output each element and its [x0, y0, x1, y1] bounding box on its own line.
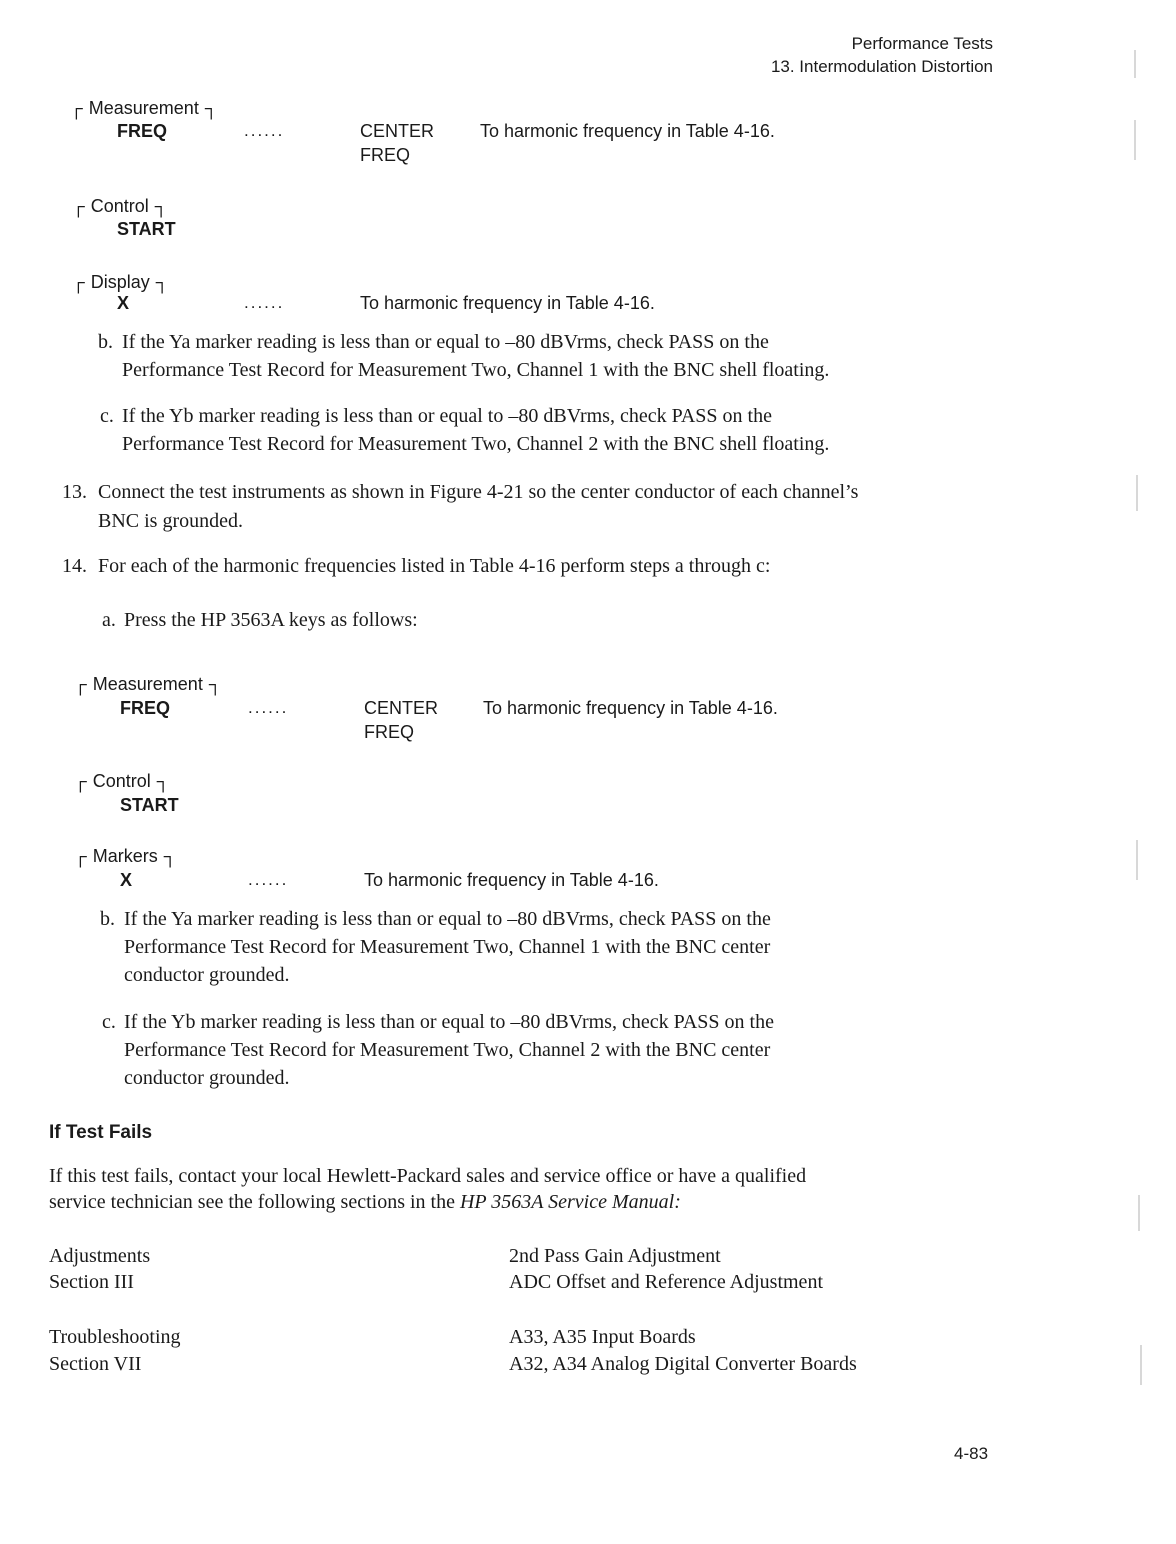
step-14-number: 14.	[62, 555, 87, 577]
section-ref-left-2b: Section VII	[49, 1353, 142, 1375]
leader-dots: ......	[248, 698, 289, 717]
step-12c-label: c.	[100, 405, 114, 427]
step-12b-line2: Performance Test Record for Measurement Two, Channel 1 with the BNC shell floating.	[122, 359, 830, 381]
step-14c-line3: conductor grounded.	[124, 1067, 290, 1089]
step-13-line2: BNC is grounded.	[98, 510, 243, 532]
leader-dots: ......	[248, 870, 289, 889]
page-number: 4-83	[954, 1444, 989, 1463]
section-ref-left-1b: Section III	[49, 1271, 134, 1293]
center-freq-softkey-line2: FREQ	[364, 722, 415, 742]
center-freq-softkey-line2: FREQ	[360, 145, 411, 165]
measurement-menu-label: ┌ Measurement ┐	[70, 98, 218, 119]
step-14b-line2: Performance Test Record for Measurement Two, Channel 1 with the BNC center	[124, 936, 771, 958]
display-menu-label: ┌ Display ┐	[72, 272, 169, 293]
step-12b-label: b.	[98, 331, 113, 353]
scan-edge-mark	[1134, 120, 1136, 160]
leader-dots: ......	[244, 121, 285, 140]
markers-menu-label: ┌ Markers ┐	[74, 846, 177, 867]
freq-key: FREQ	[120, 698, 171, 718]
fails-paragraph-line2: service technician see the following sections in the HP 3563A Service Manual:	[49, 1191, 681, 1213]
step-14c-line2: Performance Test Record for Measurement Two, Channel 2 with the BNC center	[124, 1039, 771, 1061]
running-header-title: Performance Tests	[851, 34, 993, 53]
control-menu-label: ┌ Control ┐	[72, 196, 168, 217]
step-14b-line3: conductor grounded.	[124, 964, 290, 986]
step-12c-line1: If the Yb marker reading is less than or equal to –80 dBVrms, check PASS on the	[122, 405, 772, 427]
section-ref-left-1a: Adjustments	[49, 1245, 151, 1267]
scan-edge-mark	[1136, 840, 1138, 880]
section-ref-right-1b: ADC Offset and Reference Adjustment	[509, 1271, 823, 1293]
step-14a-text: Press the HP 3563A keys as follows:	[124, 609, 418, 631]
manual-title: HP 3563A Service Manual:	[459, 1191, 681, 1213]
step-14c-label: c.	[102, 1011, 116, 1033]
section-ref-right-2a: A33, A35 Input Boards	[509, 1326, 696, 1348]
x-note: To harmonic frequency in Table 4-16.	[364, 870, 659, 890]
running-header-section: 13. Intermodulation Distortion	[770, 57, 993, 76]
scan-edge-mark	[1136, 475, 1138, 511]
freq-key: FREQ	[117, 121, 168, 141]
measurement-menu-label: ┌ Measurement ┐	[74, 674, 222, 695]
x-key: X	[120, 870, 133, 890]
step-13-number: 13.	[62, 481, 87, 503]
center-freq-softkey-line1: CENTER	[360, 121, 435, 141]
step-14-text: For each of the harmonic frequencies listed in Table 4-16 perform steps a through c:	[98, 555, 771, 577]
scan-edge-mark	[1140, 1345, 1142, 1385]
section-heading-if-test-fails: If Test Fails	[49, 1122, 153, 1143]
step-14a-label: a.	[102, 609, 116, 631]
section-ref-right-2b: A32, A34 Analog Digital Converter Boards	[509, 1353, 857, 1375]
step-13-line1: Connect the test instruments as shown in Figure 4-21 so the center conductor of each channel’s	[98, 481, 859, 503]
start-key: START	[117, 219, 176, 239]
step-12b-line1: If the Ya marker reading is less than or equal to –80 dBVrms, check PASS on the	[122, 331, 769, 353]
step-14b-label: b.	[100, 908, 115, 930]
section-ref-right-1a: 2nd Pass Gain Adjustment	[509, 1245, 721, 1267]
step-14c-line1: If the Yb marker reading is less than or equal to –80 dBVrms, check PASS on the	[124, 1011, 774, 1033]
fails-paragraph-line1: If this test fails, contact your local Hewlett-Packard sales and service office or have a qualified	[49, 1165, 807, 1187]
step-14b-line1: If the Ya marker reading is less than or equal to –80 dBVrms, check PASS on the	[124, 908, 771, 930]
center-freq-note: To harmonic frequency in Table 4-16.	[480, 121, 775, 141]
step-12c-line2: Performance Test Record for Measurement Two, Channel 2 with the BNC shell floating.	[122, 433, 830, 455]
x-key: X	[117, 293, 130, 313]
center-freq-note: To harmonic frequency in Table 4-16.	[483, 698, 778, 718]
control-menu-label: ┌ Control ┐	[74, 771, 170, 792]
section-ref-left-2a: Troubleshooting	[49, 1326, 181, 1348]
start-key: START	[120, 795, 179, 815]
leader-dots: ......	[244, 293, 285, 312]
x-note: To harmonic frequency in Table 4-16.	[360, 293, 655, 313]
scan-edge-mark	[1134, 50, 1136, 78]
center-freq-softkey-line1: CENTER	[364, 698, 439, 718]
scan-edge-mark	[1138, 1195, 1140, 1231]
